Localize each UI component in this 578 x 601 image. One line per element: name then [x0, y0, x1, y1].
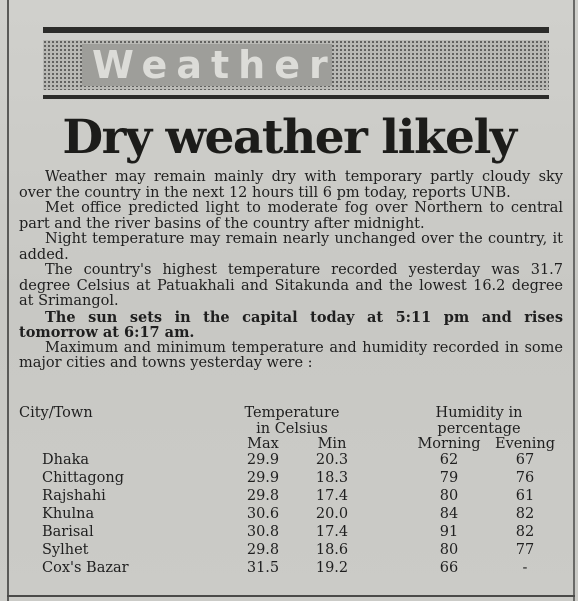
top-rule	[43, 27, 549, 33]
evening-humidity-cell: 61	[515, 488, 535, 504]
min-cell: 20.3	[315, 452, 349, 468]
humidity-header	[404, 406, 554, 437]
table-row	[19, 453, 563, 471]
max-cell: 31.5	[246, 560, 280, 576]
min-cell: 20.0	[315, 506, 349, 522]
article-body	[19, 170, 563, 372]
evening-humidity-cell: 77	[515, 542, 535, 558]
city-header: City/Town	[19, 405, 93, 421]
city-cell: Chittagong	[42, 470, 125, 486]
table-rows	[19, 453, 563, 579]
table-row	[19, 507, 563, 525]
city-cell: Khulna	[42, 506, 95, 522]
min-cell: 18.3	[315, 470, 349, 486]
max-cell: 30.6	[246, 506, 280, 522]
table-row	[19, 489, 563, 507]
evening-humidity-cell: -	[522, 560, 528, 576]
morning-humidity-cell: 62	[439, 452, 459, 468]
table-row	[19, 525, 563, 543]
paragraph-1: Weather may remain mainly dry with temporary partly cloudy sky over the country in the next 12 hours till 6 pm today, reports UNB.	[19, 169, 563, 201]
max-cell: 29.9	[246, 470, 280, 486]
bottom-rule	[43, 95, 549, 99]
paragraph-4: The country's highest temperature recorded yesterday was 31.7 degree Celsius at Patuakhali and Sitakunda and the lowest 16.2 degree at Srimangol.	[19, 262, 563, 309]
city-cell: Barisal	[42, 524, 94, 540]
min-header: Min	[317, 436, 347, 452]
morning-humidity-cell: 66	[439, 560, 459, 576]
max-cell: 29.8	[246, 542, 280, 558]
evening-humidity-cell: 76	[515, 470, 535, 486]
table-subheader	[19, 437, 563, 453]
paragraph-6: Maximum and minimum temperature and humidity recorded in some major cities and towns yesterday were :	[19, 339, 563, 371]
evening-humidity-cell: 82	[515, 506, 535, 522]
min-cell: 17.4	[315, 488, 349, 504]
paragraph-sun-times: The sun sets in the capital today at 5:11 pm and rises tomorrow at 6:17 am.	[19, 308, 563, 341]
morning-humidity-cell: 79	[439, 470, 459, 486]
city-cell: Sylhet	[42, 542, 89, 558]
section-label: Weather	[92, 43, 337, 87]
evening-humidity-cell: 67	[515, 452, 535, 468]
paragraph-3: Night temperature may remain nearly unchanged over the country, it added.	[19, 231, 563, 263]
morning-humidity-cell: 84	[439, 506, 459, 522]
table-header	[19, 406, 563, 437]
headline: Dry weather likely	[62, 110, 516, 165]
paragraph-2: Met office predicted light to moderate fog over Northern to central part and the river basins of the country after midnight.	[19, 200, 563, 232]
table-row	[19, 471, 563, 489]
table-row	[19, 543, 563, 561]
weather-table	[19, 406, 563, 579]
min-cell: 19.2	[315, 560, 349, 576]
frame-right-border	[573, 0, 575, 601]
morning-header: Morning	[417, 436, 481, 452]
morning-humidity-cell: 80	[439, 488, 459, 504]
city-cell: Dhaka	[42, 452, 90, 468]
max-cell: 29.9	[246, 452, 280, 468]
humidity-header-line-1: Humidity in	[435, 405, 523, 421]
evening-humidity-cell: 82	[515, 524, 535, 540]
min-cell: 18.6	[315, 542, 349, 558]
temperature-header	[232, 406, 352, 437]
city-cell: Cox's Bazar	[42, 560, 129, 576]
temperature-header-line-1: Temperature	[244, 405, 340, 421]
max-cell: 29.8	[246, 488, 280, 504]
max-header: Max	[247, 436, 279, 452]
min-cell: 17.4	[315, 524, 349, 540]
frame-bottom-border	[7, 595, 575, 597]
table-row	[19, 561, 563, 579]
morning-humidity-cell: 80	[439, 542, 459, 558]
evening-header: Evening	[495, 436, 555, 452]
max-cell: 30.8	[246, 524, 280, 540]
section-label-box	[82, 43, 337, 87]
morning-humidity-cell: 91	[439, 524, 459, 540]
temperature-header-line-2: in Celsius	[256, 420, 328, 437]
city-cell: Rajshahi	[42, 488, 106, 504]
humidity-header-line-2: percentage	[437, 420, 521, 437]
frame-left-border	[7, 0, 9, 601]
